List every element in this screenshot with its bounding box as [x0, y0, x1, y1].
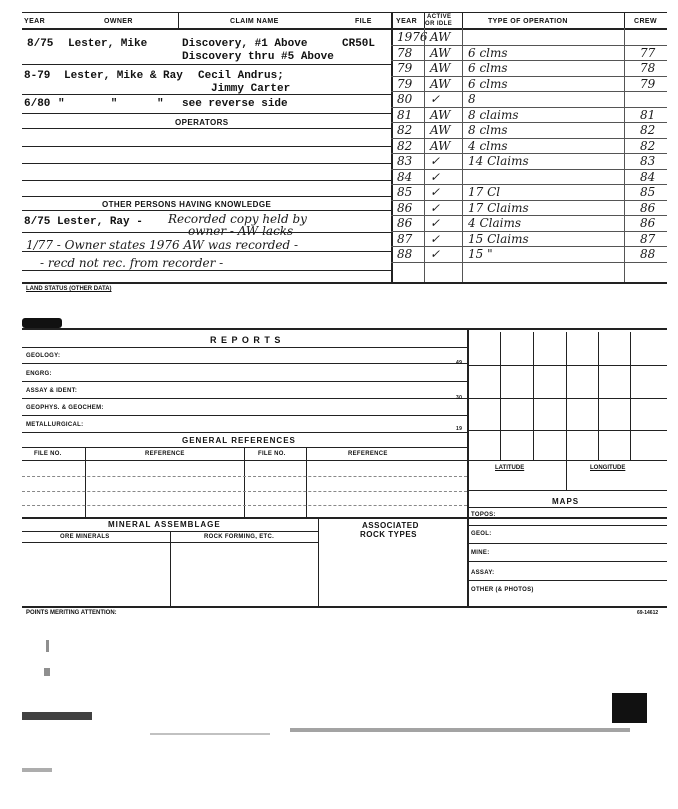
owner-row-line-3 — [22, 113, 391, 114]
op-crew: 85 — [640, 185, 656, 199]
sep-year-active — [424, 12, 425, 28]
op-year: 82 — [397, 138, 413, 153]
knowledge-prefix: 8/75 Lester, Ray - — [24, 216, 143, 228]
reports-line-2 — [22, 381, 467, 382]
op-year: 86 — [397, 216, 413, 230]
col-owner-header: OWNER — [104, 18, 133, 25]
op-year: 86 — [397, 200, 413, 215]
op-row-line — [391, 262, 667, 263]
assay-label: ASSAY & IDENT: — [26, 388, 78, 394]
grid-row-line — [467, 398, 667, 399]
op-type: 6 clms — [468, 45, 508, 60]
assoc-sep — [318, 517, 319, 606]
maps-line-0 — [467, 507, 667, 508]
op-crew: 86 — [640, 216, 656, 230]
maps-assay: ASSAY: — [471, 570, 495, 576]
op-year: 79 — [397, 61, 413, 75]
reports-title: R E P O R T S — [210, 335, 282, 345]
claim-name-4: Jimmy Carter — [211, 83, 291, 95]
op-col-sep — [462, 28, 463, 282]
op-type: 6 clms — [468, 61, 508, 75]
reports-mark-3: 19 — [456, 426, 463, 432]
op-crew: 86 — [640, 200, 656, 215]
refs-reference-2: REFERENCE — [348, 451, 388, 457]
operators-line-2 — [22, 163, 391, 164]
maps-line-4 — [467, 580, 667, 581]
op-status: AW — [430, 30, 451, 44]
geology-label: GEOLOGY: — [26, 353, 61, 359]
op-crew: 84 — [640, 169, 656, 184]
op-crew: 88 — [640, 247, 656, 261]
op-crew: 82 — [640, 123, 656, 137]
grid-col-line — [533, 332, 534, 460]
op-year: 1976 — [397, 30, 428, 44]
reports-line-3 — [22, 398, 467, 399]
points-meriting-label: POINTS MERITING ATTENTION: — [26, 610, 117, 616]
mineral-sep — [170, 531, 171, 606]
others-line-2 — [22, 251, 391, 252]
maps-other: OTHER (& PHOTOS) — [471, 587, 534, 593]
mineral-assemblage-title: MINERAL ASSEMBLAGE — [108, 520, 221, 529]
op-year: 82 — [397, 123, 413, 137]
operators-line-4 — [22, 196, 391, 197]
refs-sep-2 — [244, 447, 245, 517]
metallurgical-label: METALLURGICAL: — [26, 422, 84, 428]
refs-file-no-2: FILE NO. — [258, 451, 286, 457]
general-references-title: GENERAL REFERENCES — [182, 436, 296, 445]
maps-line-1 — [467, 525, 667, 526]
op-year: 87 — [397, 231, 413, 246]
file-1: CR50L — [342, 38, 376, 50]
maps-mine: MINE: — [471, 550, 490, 556]
scan-smudge-bottom-left — [22, 712, 92, 720]
op-crew: 82 — [640, 138, 656, 153]
knowledge-hand-2: owner - AW lacks — [188, 224, 294, 238]
scan-mark-2 — [44, 668, 50, 676]
sep-active-type — [462, 12, 463, 28]
operators-line-1 — [22, 146, 391, 147]
grid-row-line — [467, 430, 667, 431]
owner-name-1: Lester, Mike — [68, 38, 148, 50]
refs-file-no-1: FILE NO. — [34, 451, 62, 457]
owner-year-3: 8-79 — [24, 70, 51, 82]
col-active-header: ACTIVE — [427, 14, 452, 20]
reports-line-5 — [22, 432, 467, 433]
op-type: 14 Claims — [468, 154, 529, 168]
claim-name-1: Discovery, #1 Above — [182, 38, 308, 50]
reports-line-1 — [22, 363, 467, 364]
longitude-label: LONGITUDE — [590, 465, 626, 471]
op-year: 88 — [397, 247, 413, 261]
op-year: 83 — [397, 154, 413, 168]
op-status: AW — [430, 76, 451, 91]
scan-noise-corner — [22, 768, 52, 772]
op-year: 84 — [397, 169, 413, 184]
operators-title: OPERATORS — [175, 118, 229, 127]
form-number: 69-14612 — [637, 610, 659, 616]
op-type: 8 — [468, 92, 476, 106]
op-status: ✓ — [430, 92, 441, 106]
maps-line-2 — [467, 543, 667, 544]
op-status: AW — [430, 61, 451, 75]
op-status: AW — [430, 107, 451, 122]
sep-owner-claim — [178, 12, 179, 28]
col-file-header: FILE — [355, 18, 372, 25]
knowledge-hand-3: 1/77 - Owner states 1976 AW was recorded - — [26, 238, 299, 252]
grid-col-line — [630, 332, 631, 460]
grid-row-line — [467, 365, 667, 366]
owner-row-line-2 — [22, 94, 391, 95]
top-border — [22, 12, 667, 13]
op-year: 85 — [397, 185, 413, 199]
geophys-label: GEOPHYS. & GEOCHEM: — [26, 405, 104, 411]
col-type-header: TYPE OF OPERATION — [488, 18, 568, 25]
scan-mark-1 — [46, 640, 49, 652]
scan-block-right — [612, 693, 647, 723]
op-col-sep — [424, 28, 425, 282]
main-bottom-border — [22, 282, 667, 284]
rock-forming-label: ROCK FORMING, ETC. — [204, 534, 275, 540]
op-status: AW — [430, 138, 451, 153]
maps-line-3 — [467, 561, 667, 562]
op-type: 17 Cl — [468, 185, 501, 199]
claim-name-3: Cecil Andrus; — [198, 70, 284, 82]
maps-geol: GEOL: — [471, 531, 492, 537]
reports-line-0 — [22, 347, 467, 348]
op-crew: 77 — [640, 45, 656, 60]
lat-long-sep — [566, 460, 567, 490]
operators-line-0 — [22, 128, 391, 129]
op-year: 78 — [397, 45, 413, 60]
scan-noise-strip — [290, 728, 630, 732]
right-panel-border — [467, 328, 469, 606]
op-status: AW — [430, 45, 451, 60]
assoc-rock-line-2: ROCK TYPES — [360, 530, 418, 539]
sep-left-right — [391, 12, 393, 282]
latlong-bottom-line — [467, 490, 667, 491]
op-type: 8 claims — [468, 107, 519, 122]
scan-smudge-left — [22, 318, 62, 328]
op-year: 79 — [397, 76, 413, 91]
reports-top-border — [22, 328, 667, 330]
refs-reference-1: REFERENCE — [145, 451, 185, 457]
col-year-header: YEAR — [24, 18, 46, 25]
claim-name-5: see reverse side — [182, 98, 288, 110]
op-type: 17 Claims — [468, 200, 529, 215]
refs-line-4 — [22, 505, 467, 506]
op-crew: 83 — [640, 154, 656, 168]
scan-noise-strip-2 — [150, 733, 270, 735]
col-year2-header: YEAR — [396, 18, 418, 25]
others-title: OTHER PERSONS HAVING KNOWLEDGE — [102, 200, 272, 209]
op-crew: 81 — [640, 107, 656, 122]
knowledge-hand-1: Recorded copy held by — [168, 212, 307, 226]
others-line-0 — [22, 210, 391, 211]
col-claim-header: CLAIM NAME — [230, 18, 279, 25]
grid-col-line — [566, 332, 567, 460]
op-type: 6 clms — [468, 76, 508, 91]
op-status: ✓ — [430, 185, 441, 199]
ore-minerals-label: ORE MINERALS — [60, 534, 110, 540]
op-status: ✓ — [430, 231, 441, 246]
maps-title: MAPS — [552, 497, 580, 506]
points-top-border — [22, 606, 667, 608]
latitude-label: LATITUDE — [495, 465, 525, 471]
owner-name-3: Lester, Mike & Ray — [64, 70, 183, 82]
header-bottom-border — [22, 28, 667, 30]
grid-row-line — [467, 460, 667, 461]
op-col-sep — [624, 28, 625, 282]
op-type: 15 Claims — [468, 231, 529, 246]
op-status: ✓ — [430, 216, 441, 230]
reports-mark-2: 30 — [456, 395, 463, 401]
claim-name-2: Discovery thru #5 Above — [182, 51, 334, 63]
others-line-3 — [22, 270, 391, 271]
operators-line-3 — [22, 180, 391, 181]
col-idle-header: OR IDLE — [425, 21, 453, 27]
land-status-label: LAND STATUS (OTHER DATA) — [26, 286, 112, 292]
op-status: AW — [430, 123, 451, 137]
op-type: 4 Claims — [468, 216, 521, 230]
op-type: 15 " — [468, 247, 493, 261]
others-line-1 — [22, 232, 391, 233]
op-crew: 79 — [640, 76, 656, 91]
op-type: 8 clms — [468, 123, 508, 137]
reports-mark-1: 49 — [456, 360, 463, 366]
owner-year-5: 6/80 — [24, 98, 51, 110]
refs-sep-3 — [306, 447, 307, 517]
op-status: ✓ — [430, 200, 441, 215]
maps-topos: TOPOS: — [471, 512, 496, 518]
refs-line-3 — [22, 491, 467, 492]
op-crew: 87 — [640, 231, 656, 246]
op-status: ✓ — [430, 154, 441, 168]
owner-name-5: " " " — [58, 98, 164, 110]
knowledge-hand-4: - recd not rec. from recorder - — [40, 256, 224, 270]
op-status: ✓ — [430, 169, 441, 184]
reports-line-4 — [22, 415, 467, 416]
engrg-label: ENGRG: — [26, 371, 52, 377]
owner-year-1: 8/75 — [27, 38, 54, 50]
grid-col-line — [598, 332, 599, 460]
op-crew: 78 — [640, 61, 656, 75]
assoc-rock-line-1: ASSOCIATED — [362, 521, 419, 530]
grid-col-line — [500, 332, 501, 460]
refs-sep-1 — [85, 447, 86, 517]
op-year: 80 — [397, 92, 413, 106]
refs-bottom-border — [22, 517, 667, 519]
refs-line-2 — [22, 476, 467, 477]
op-type: 4 clms — [468, 138, 508, 153]
sep-type-crew — [624, 12, 625, 28]
col-crew-header: CREW — [634, 18, 657, 25]
op-status: ✓ — [430, 247, 441, 261]
op-year: 81 — [397, 107, 413, 122]
owner-row-line-1 — [22, 64, 391, 65]
